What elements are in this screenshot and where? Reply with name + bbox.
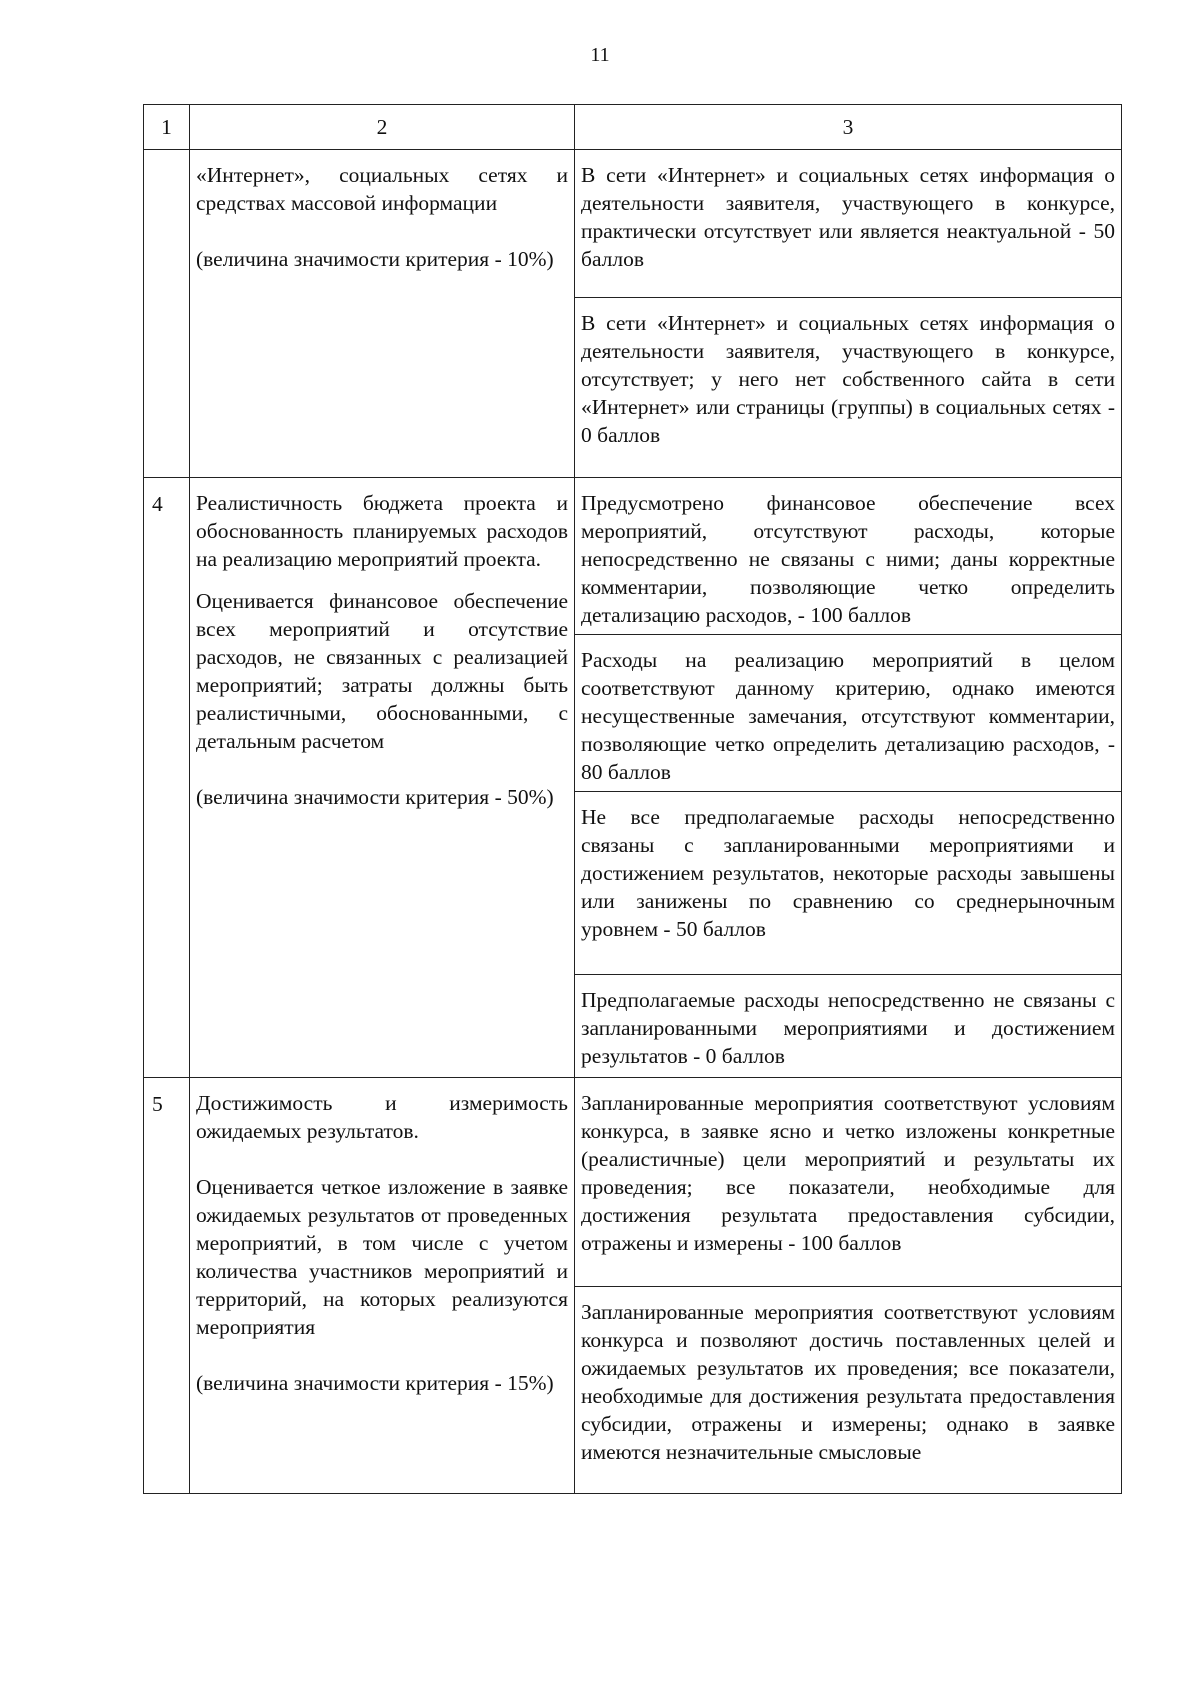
header-col-1: 1 xyxy=(144,105,190,150)
score-text: Предполагаемые расходы непосредственно не связаны с запланированными мероприятиями и достижением результатов - 0 баллов xyxy=(581,988,1115,1068)
header-col-3: 3 xyxy=(575,105,1122,150)
table-row xyxy=(144,1078,1122,1287)
criterion-weight: (величина значимости критерия - 15%) xyxy=(196,1371,554,1395)
score-text: В сети «Интернет» и социальных сетях информация о деятельности заявителя, участвующего в конкурсе, практически отсутствует или является неактуальной - 50 баллов xyxy=(581,163,1115,271)
criterion-text: Реалистичность бюджета проекта и обоснованность планируемых расходов на реализацию мероприятий проекта. xyxy=(196,491,568,571)
criterion-weight: (величина значимости критерия - 50%) xyxy=(196,785,554,809)
score-text: Не все предполагаемые расходы непосредственно связаны с запланированными мероприятиями и достижением результатов, некоторые расходы завышены или занижены по сравнению со среднерыночным уровнем - 50 баллов xyxy=(581,805,1115,941)
criterion-cell xyxy=(190,150,575,478)
header-col-2: 2 xyxy=(190,105,575,150)
score-text: В сети «Интернет» и социальных сетях информация о деятельности заявителя, участвующего в конкурсе, отсутствует; у него нет собственного сайта в сети «Интернет» или страницы (группы) в социальных сетях - 0 баллов xyxy=(581,311,1115,447)
table-row xyxy=(144,478,1122,635)
criterion-cell xyxy=(190,1078,575,1494)
table-row xyxy=(144,150,1122,298)
criterion-weight: (величина значимости критерия - 10%) xyxy=(196,247,554,271)
criterion-text: Достижимость и измеримость ожидаемых результатов. xyxy=(196,1091,568,1143)
page-number: 11 xyxy=(590,44,610,66)
table-header-row xyxy=(144,105,1122,150)
score-cell xyxy=(575,975,1122,1078)
score-text: Расходы на реализацию мероприятий в целом соответствуют данному критерию, однако имеются несущественные замечания, отсутствуют комментарии, позволяющие четко определить детализацию расходов, - 80 баллов xyxy=(581,648,1115,784)
score-cell xyxy=(575,1287,1122,1494)
score-cell xyxy=(575,150,1122,298)
criteria-table xyxy=(143,104,1122,1494)
score-cell xyxy=(575,478,1122,635)
criterion-description: Оценивается финансовое обеспечение всех мероприятий и отсутствие расходов, не связанных с реализацией мероприятий; затраты должны быть реалистичными, обоснованными, с детальным расчетом xyxy=(196,589,568,753)
score-cell xyxy=(575,298,1122,478)
score-cell xyxy=(575,792,1122,975)
score-cell xyxy=(575,635,1122,792)
score-text: Предусмотрено финансовое обеспечение всех мероприятий, отсутствуют расходы, которые непосредственно не связаны с ними; даны корректные комментарии, позволяющие четко определить детализацию расходов, - 100 баллов xyxy=(581,491,1115,627)
row-number: 4 xyxy=(144,478,190,1078)
score-cell xyxy=(575,1078,1122,1287)
criterion-description: Оценивается четкое изложение в заявке ожидаемых результатов от проведенных мероприятий, в том числе с учетом количества участников мероприятий и территорий, на которых реализуются мероприятия xyxy=(196,1175,568,1339)
criterion-text: «Интернет», социальных сетях и средствах массовой информации xyxy=(196,163,568,215)
row-number: 5 xyxy=(144,1078,190,1494)
row-number xyxy=(144,150,190,478)
criterion-cell xyxy=(190,478,575,1078)
score-text: Запланированные мероприятия соответствуют условиям конкурса и позволяют достичь поставленных целей и ожидаемых результатов их проведения; все показатели, необходимые для достижения результата предоставления субсидии, отражены и измерены; однако в заявке имеются незначительные смысловые xyxy=(581,1300,1115,1464)
score-text: Запланированные мероприятия соответствуют условиям конкурса, в заявке ясно и четко изложены конкретные (реалистичные) цели мероприятий и результаты их проведения; все показатели, необходимые для достижения результата предоставления субсидии, отражены и измерены - 100 баллов xyxy=(581,1091,1115,1255)
